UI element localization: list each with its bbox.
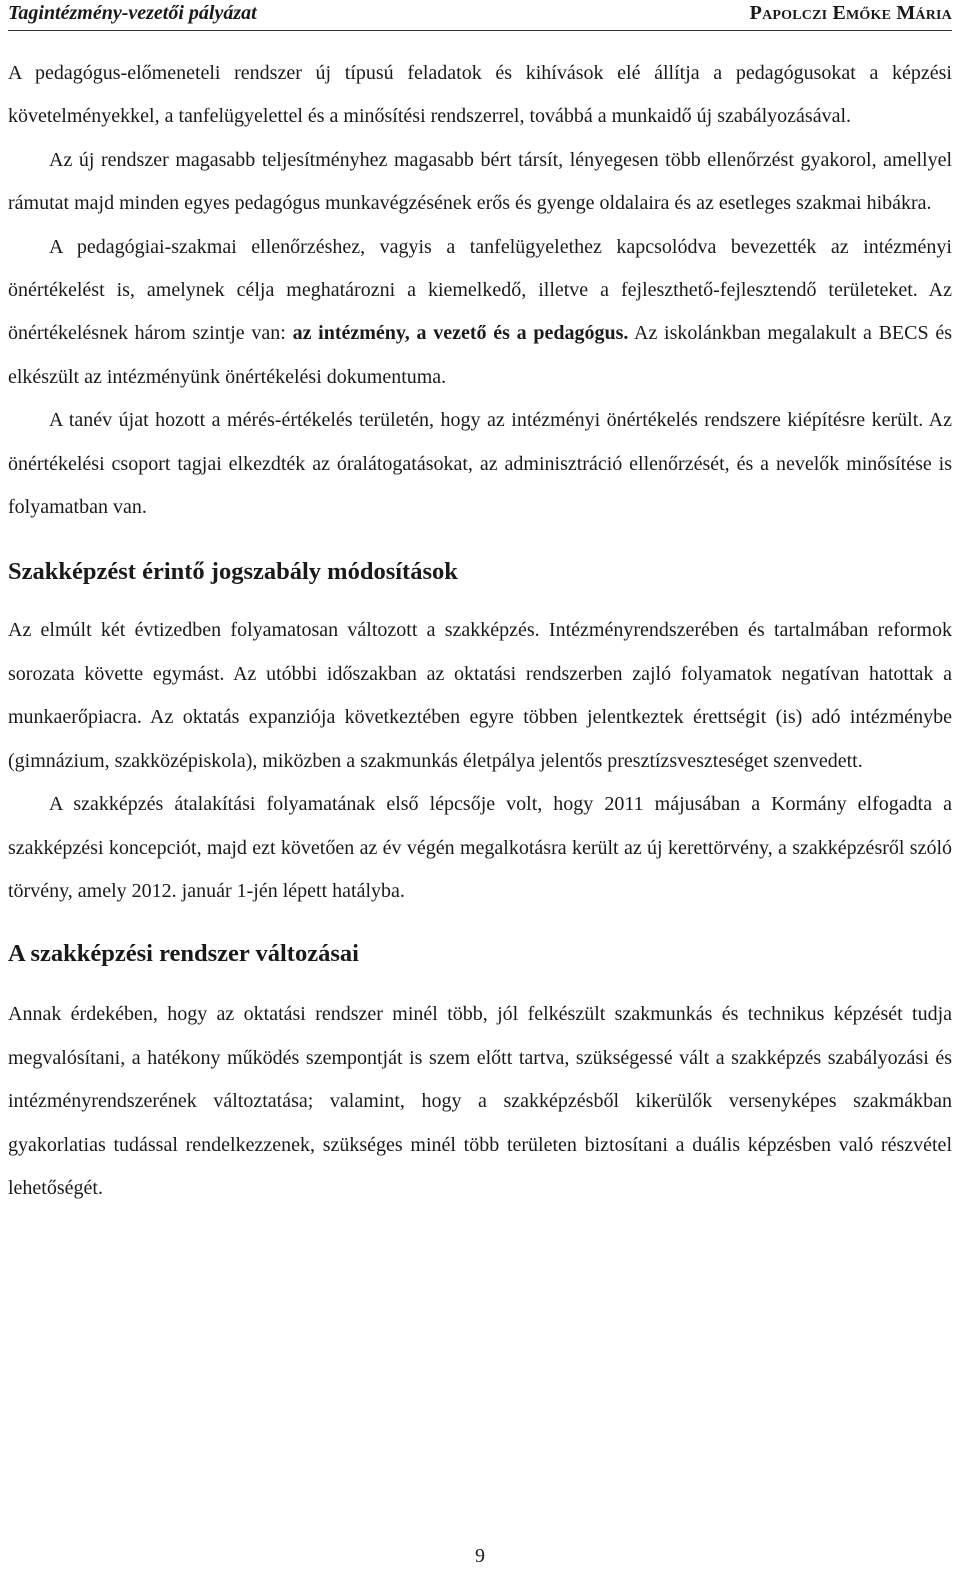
paragraph-3-part-b: Az iskolánkban megalakult a BECS és elkészült az intézményünk önértékelési dokumentuma. (8, 322, 952, 388)
paragraph-4: A tanév újat hozott a mérés-értékelés területén, hogy az intézményi önértékelés rendszere kiépítésre került. Az önértékelési csoport tagjai elkezdték az óralátogatásokat, az adminisztráció ellenőrzését, és a nevelők minősítése is folyamatban van. (8, 409, 952, 519)
paragraph-5: Az elmúlt két évtizedben folyamatosan változott a szakképzés. Intézményrendszerében és tartalmában reformok sorozata követte egymást. Az utóbbi időszakban az oktatási rendszerben zajló folyamatok negatívan hatottak a munkaerőpiacra. Az oktatás expanziója következtében egyre többen jelentkeztek érettségit (is) adó intézménybe (gimnázium, szakközépiskola), miközben a szakmunkás életpálya jelentős presztízsveszteséget szenvedett. (8, 619, 952, 772)
paragraph-7: Annak érdekében, hogy az oktatási rendszer minél több, jól felkészült szakmunkás és technikus képzését tudja megvalósítani, a hatékony működés szempontját is szem előtt tartva, szükségessé vált a szakképzés szabályozási és intézményrendszerének változtatása; valamint, hogy a szakképzésből kikerülők versenyképes szakmákban gyakorlatias tudással rendelkezzenek, szükséges minél több területen biztosítani a duális képzésben való részvétel lehetőségét. (8, 1003, 952, 1199)
paragraph-3-part-a: A pedagógiai-szakmai ellenőrzéshez, vagyis a tanfelügyelethez kapcsolódva bevezették az intézményi önértékelést is, amelynek célja meghatározni a kiemelkedő, illetve a fejleszthető-fejlesztendő területeket. Az önértékelésnek három szintje van: (8, 235, 952, 345)
paragraph-3 (8, 226, 952, 400)
paragraph-1: A pedagógus-előmeneteli rendszer új típusú feladatok és kihívások elé állítja a pedagógusokat a képzési követelményekkel, a tanfelügyelettel és a minősítési rendszerrel, továbbá a munkaidő új szabályozásával. (8, 62, 952, 128)
page-body (8, 52, 952, 1210)
header-title: Tagintézmény-vezetői pályázat (8, 2, 257, 24)
paragraph-3-bold: az intézmény, a vezető és a pedagógus. (292, 322, 629, 345)
section-heading-jogszabaly: Szakképzést érintő jogszabály módosítások (8, 558, 458, 586)
header-author: Papolczi Emőke Mária (749, 2, 952, 24)
paragraph-2: Az új rendszer magasabb teljesítményhez magasabb bért társít, lényegesen több ellenőrzést gyakorol, amellyel rámutat majd minden egyes pedagógus munkavégzésének erős és gyenge oldalaira és az esetleges szakmai hibákra. (8, 148, 952, 215)
paragraph-6: A szakképzés átalakítási folyamatának első lépcsője volt, hogy 2011 májusában a Kormány elfogadta a szakképzési koncepciót, majd ezt követően az év végén megalkotásra került az új kerettörvény, a szakképzésről szóló törvény, amely 2012. január 1-jén lépett hatályba. (8, 793, 952, 902)
page-header (8, 0, 952, 31)
page-number: 9 (475, 1545, 485, 1567)
section-heading-rendszer: A szakképzési rendszer változásai (8, 940, 359, 968)
